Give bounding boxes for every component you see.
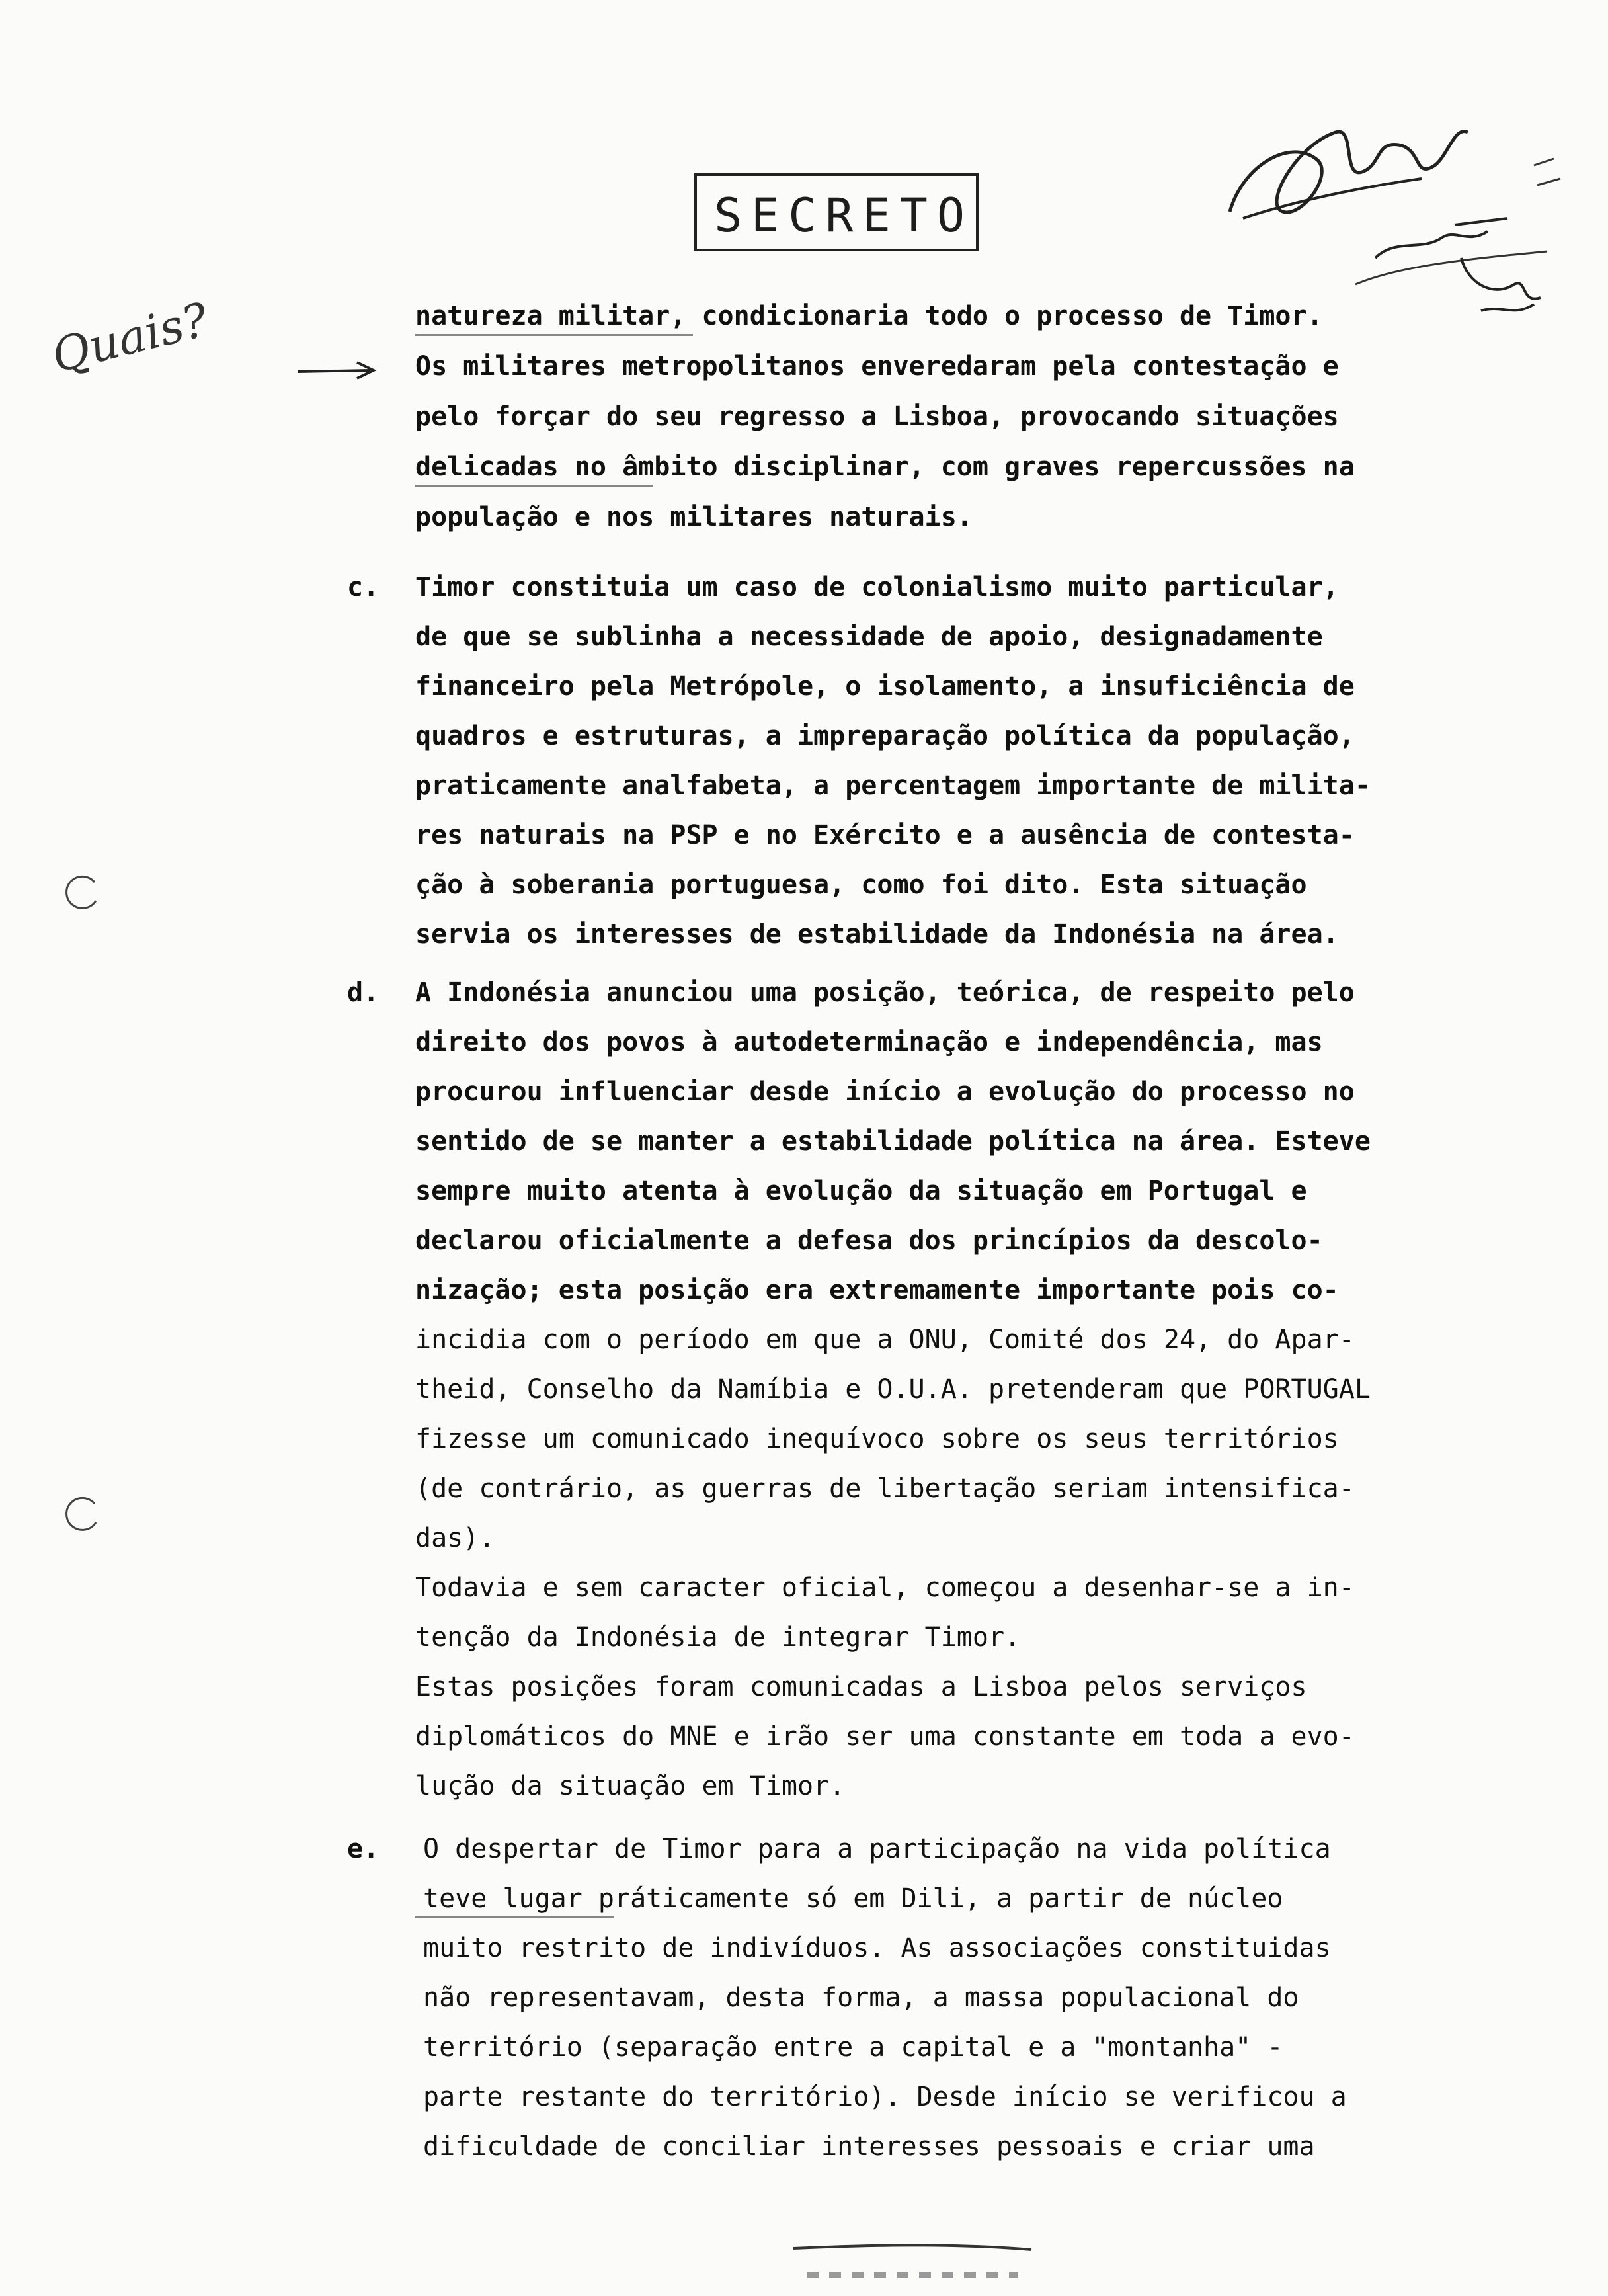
text-line: praticamente analfabeta, a percentagem importante de milita-: [415, 770, 1371, 801]
text-line: O despertar de Timor para a participação na vida política: [423, 1834, 1331, 1864]
text-line: delicadas no âmbito disciplinar, com graves repercussões na: [415, 452, 1355, 482]
text-line: teve lugar práticamente só em Dili, a partir de núcleo: [423, 1883, 1283, 1914]
text-line: Timor constituia um caso de colonialismo muito particular,: [415, 572, 1339, 602]
underline-mark: [415, 1916, 614, 1918]
margin-note: Quais?: [46, 292, 214, 384]
text-line: ção à soberania portuguesa, como foi dito. Esta situação: [415, 870, 1307, 900]
text-line: população e nos militares naturais.: [415, 502, 973, 532]
text-line: procurou influenciar desde início a evolução do processo no: [415, 1077, 1355, 1107]
text-line: Os militares metropolitanos enveredaram pela contestação e: [415, 351, 1339, 382]
text-line: território (separação entre a capital e a "montanha" -: [423, 2032, 1283, 2063]
text-line: servia os interesses de estabilidade da Indonésia na área.: [415, 919, 1339, 950]
text-line: declarou oficialmente a defesa dos princípios da descolo-: [415, 1225, 1323, 1256]
text-line: financeiro pela Metrópole, o isolamento, a insuficiência de: [415, 671, 1355, 702]
text-line: theid, Conselho da Namíbia e O.U.A. pretenderam que PORTUGAL: [415, 1374, 1371, 1405]
item-marker: e.: [347, 1834, 380, 1864]
text-line: nização; esta posição era extremamente importante pois co-: [415, 1275, 1339, 1305]
text-line: parte restante do território). Desde início se verificou a: [423, 2082, 1347, 2112]
text-line: quadros e estruturas, a impreparação política da população,: [415, 721, 1355, 751]
item-marker: d.: [347, 977, 380, 1008]
text-line: (de contrário, as guerras de libertação seriam intensifica-: [415, 1473, 1355, 1504]
text-line: sentido de se manter a estabilidade política na área. Esteve: [415, 1126, 1371, 1157]
text-line: lução da situação em Timor.: [415, 1771, 846, 1801]
text-line: não representavam, desta forma, a massa populacional do: [423, 1983, 1299, 2013]
underline-mark: [415, 334, 693, 336]
text-line: A Indonésia anunciou uma posição, teórica, de respeito pelo: [415, 977, 1355, 1008]
text-line: fizesse um comunicado inequívoco sobre os seus territórios: [415, 1424, 1339, 1454]
text-line: muito restrito de indivíduos. As associações constituidas: [423, 1933, 1331, 1963]
text-line: natureza militar, condicionaria todo o processo de Timor.: [415, 301, 1323, 331]
text-line: incidia com o período em que a ONU, Comité dos 24, do Apar-: [415, 1325, 1355, 1355]
text-line: das).: [415, 1523, 495, 1553]
classification-stamp: SECRETO: [714, 188, 975, 243]
text-line: tenção da Indonésia de integrar Timor.: [415, 1622, 1021, 1653]
footer-mark: [787, 2235, 1038, 2288]
text-line: direito dos povos à autodeterminação e independência, mas: [415, 1027, 1323, 1057]
text-line: dificuldade de conciliar interesses pessoais e criar uma: [423, 2131, 1315, 2162]
text-line: sempre muito atenta à evolução da situação em Portugal e: [415, 1176, 1307, 1206]
text-line: diplomáticos do MNE e irão ser uma constante em toda a evo-: [415, 1721, 1355, 1752]
underline-mark: [415, 485, 653, 487]
item-marker: c.: [347, 572, 380, 602]
text-line: Todavia e sem caracter oficial, começou a desenhar-se a in-: [415, 1573, 1355, 1603]
text-line: pelo forçar do seu regresso a Lisboa, provocando situações: [415, 401, 1339, 432]
text-line: Estas posições foram comunicadas a Lisboa pelos serviços: [415, 1672, 1307, 1702]
text-line: de que se sublinha a necessidade de apoio, designadamente: [415, 622, 1323, 652]
text-line: res naturais na PSP e no Exército e a ausência de contesta-: [415, 820, 1355, 850]
